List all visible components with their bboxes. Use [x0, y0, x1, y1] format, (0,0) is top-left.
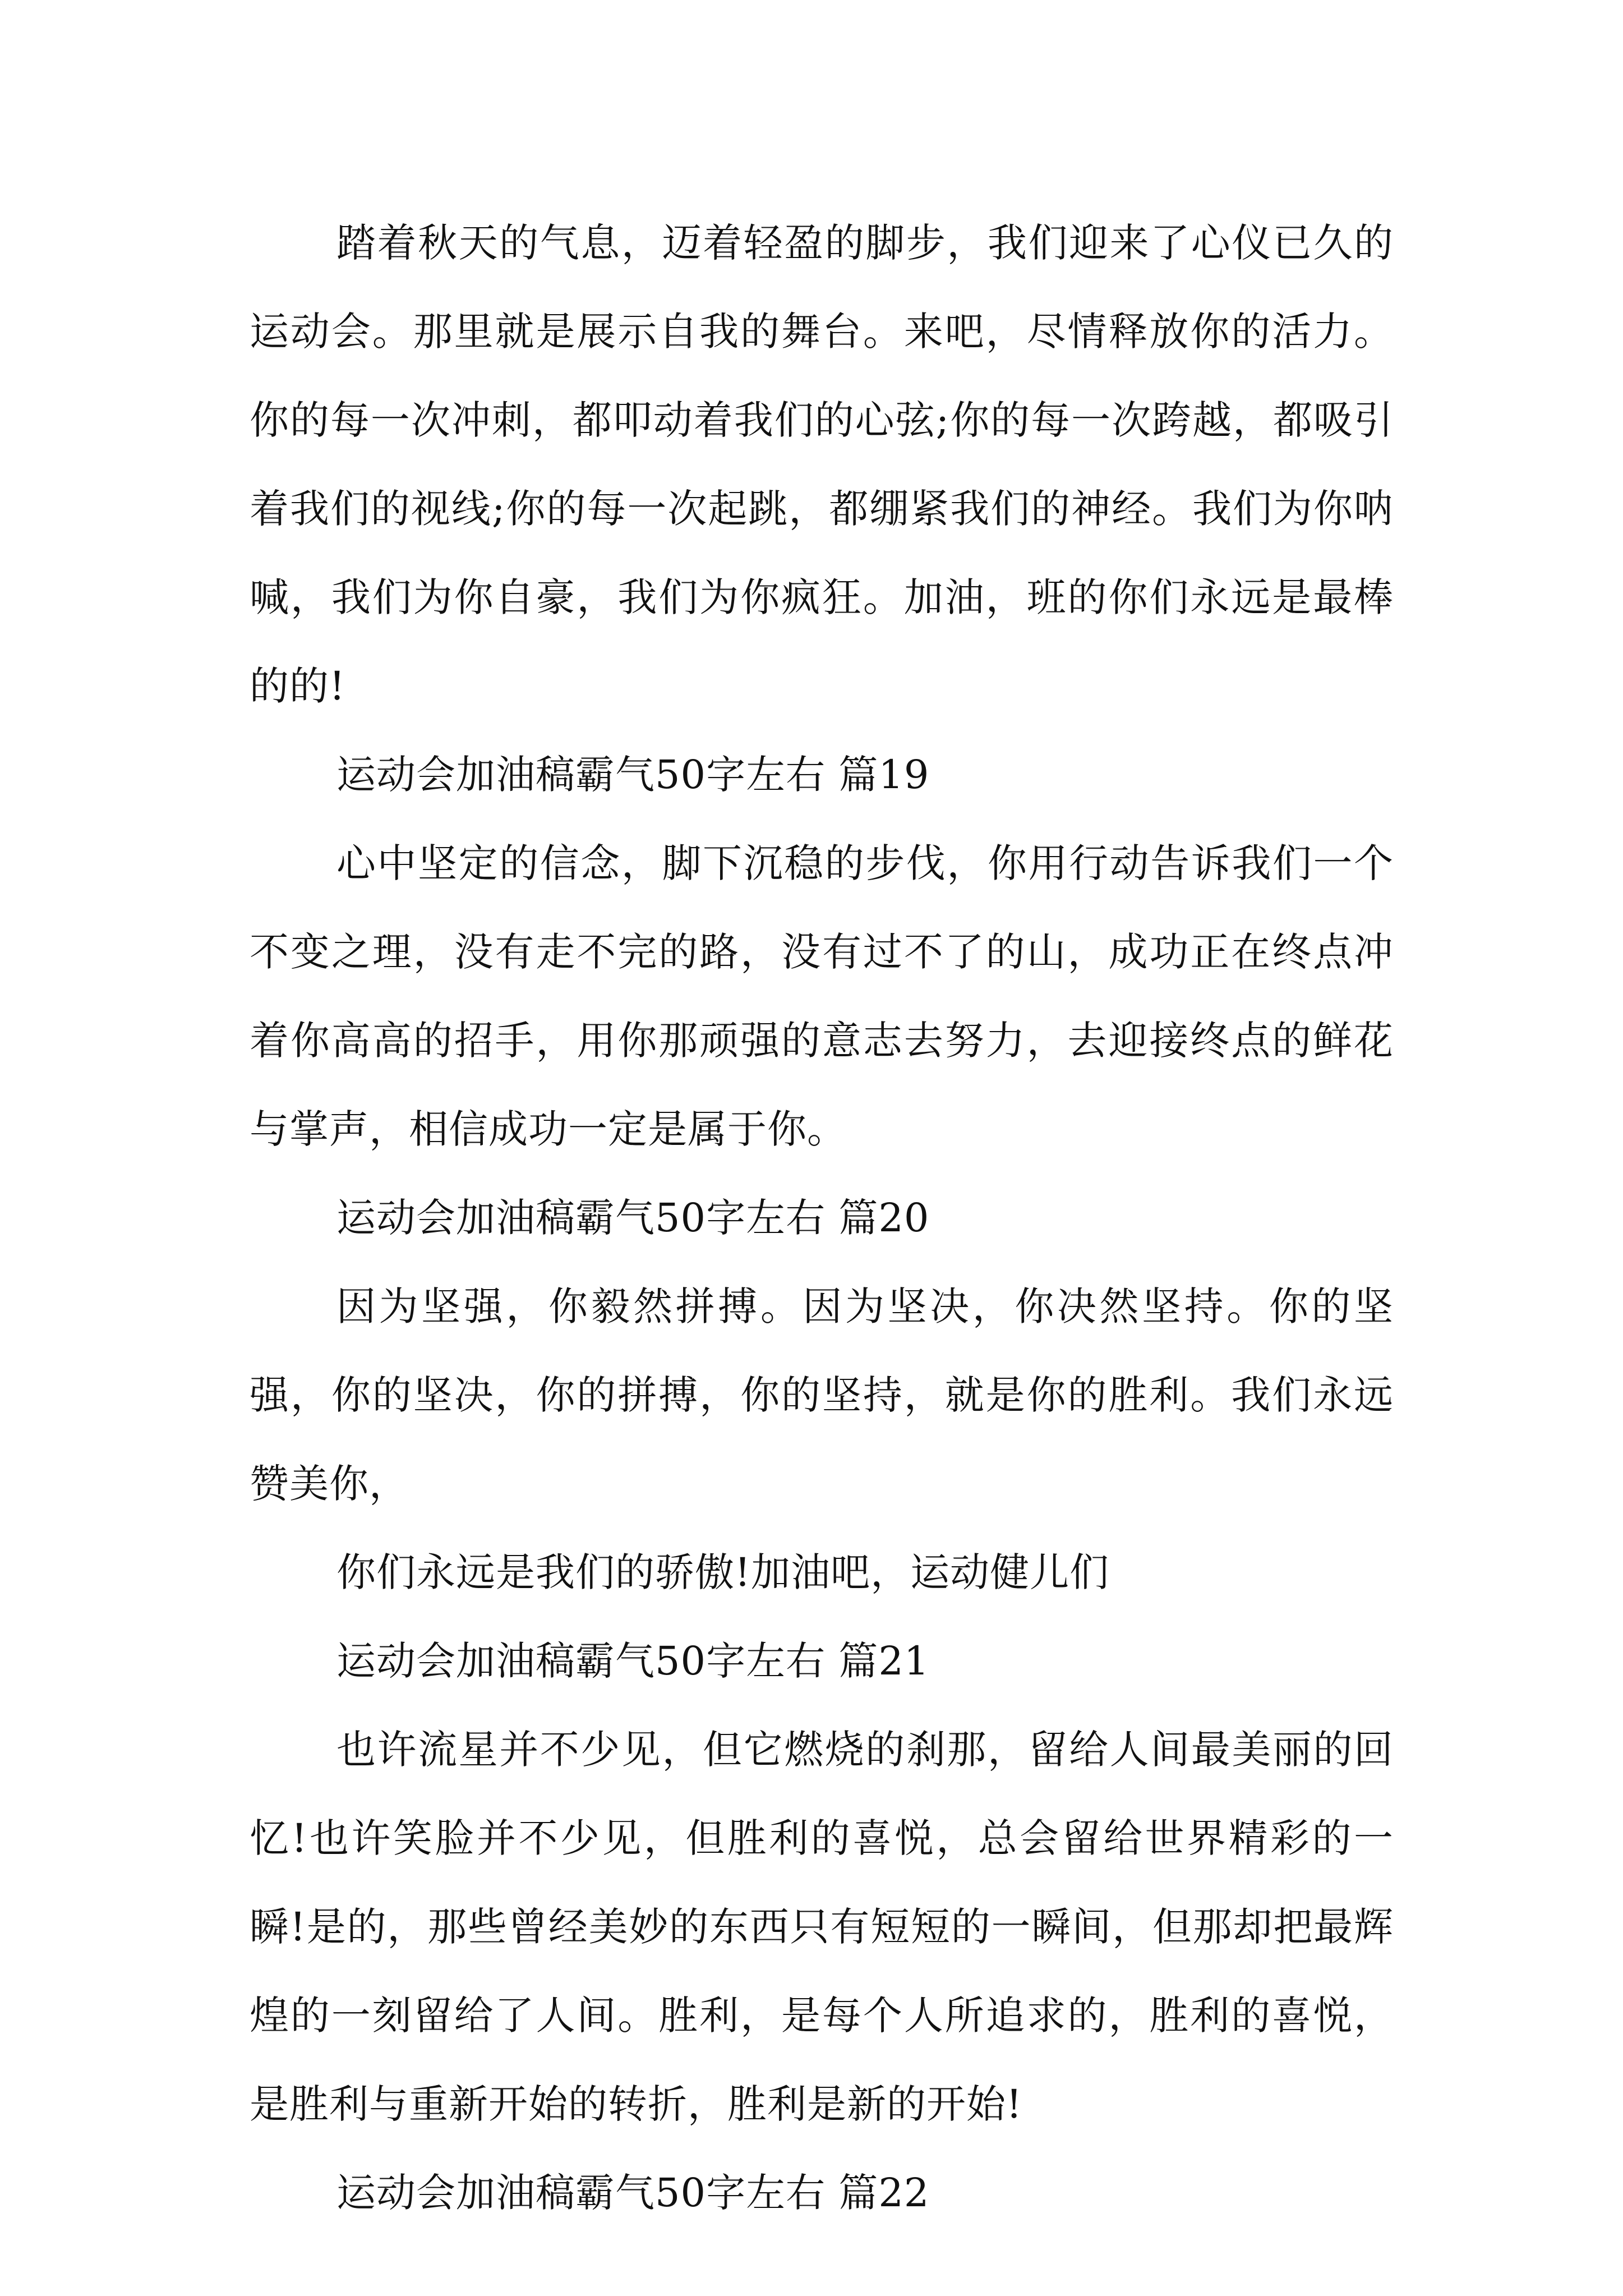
paragraph: 踏着秋天的气息，迈着轻盈的脚步，我们迎来了心仪已久的运动会。那里就是展示自我的舞台。来吧，尽情释放你的活力。你的每一次冲刺，都叩动着我们的心弦;你的每一次跨越，都吸引着我们的视线;你的每一次起跳，都绷紧我们的神经。我们为你呐喊，我们为你自豪，我们为你疯狂。加油，班的你们永远是最棒的的!: [250, 220, 1394, 709]
paragraph: 因为坚强，你毅然拼搏。因为坚决，你决然坚持。你的坚强，你的坚决，你的拼搏，你的坚持，就是你的胜利。我们永远赞美你，: [250, 1283, 1394, 1507]
paragraph: 心中坚定的信念，脚下沉稳的步伐，你用行动告诉我们一个不变之理，没有走不完的路，没有过不了的山，成功正在终点冲着你高高的招手，用你那顽强的意志去努力，去迎接终点的鲜花与掌声，相信成功一定是属于你。: [250, 840, 1394, 1152]
section-heading-22: 运动会加油稿霸气50字左右 篇22: [336, 2170, 930, 2216]
paragraph: 你们永远是我们的骄傲!加油吧，运动健儿们: [336, 1549, 1110, 1595]
paragraph: 也许流星并不少见，但它燃烧的刹那，留给人间最美丽的回忆!也许笑脸并不少见，但胜利的喜悦，总会留给世界精彩的一瞬!是的，那些曾经美妙的东西只有短短的一瞬间，但那却把最辉煌的一刻留给了人间。胜利，是每个人所追求的，胜利的喜悦，是胜利与重新开始的转折，胜利是新的开始!: [250, 1727, 1394, 2127]
section-heading-20: 运动会加油稿霸气50字左右 篇20: [336, 1195, 930, 1241]
section-heading-19: 运动会加油稿霸气50字左右 篇19: [336, 752, 930, 798]
section-heading-21: 运动会加油稿霸气50字左右 篇21: [336, 1638, 930, 1684]
document-body: [250, 199, 1394, 2237]
